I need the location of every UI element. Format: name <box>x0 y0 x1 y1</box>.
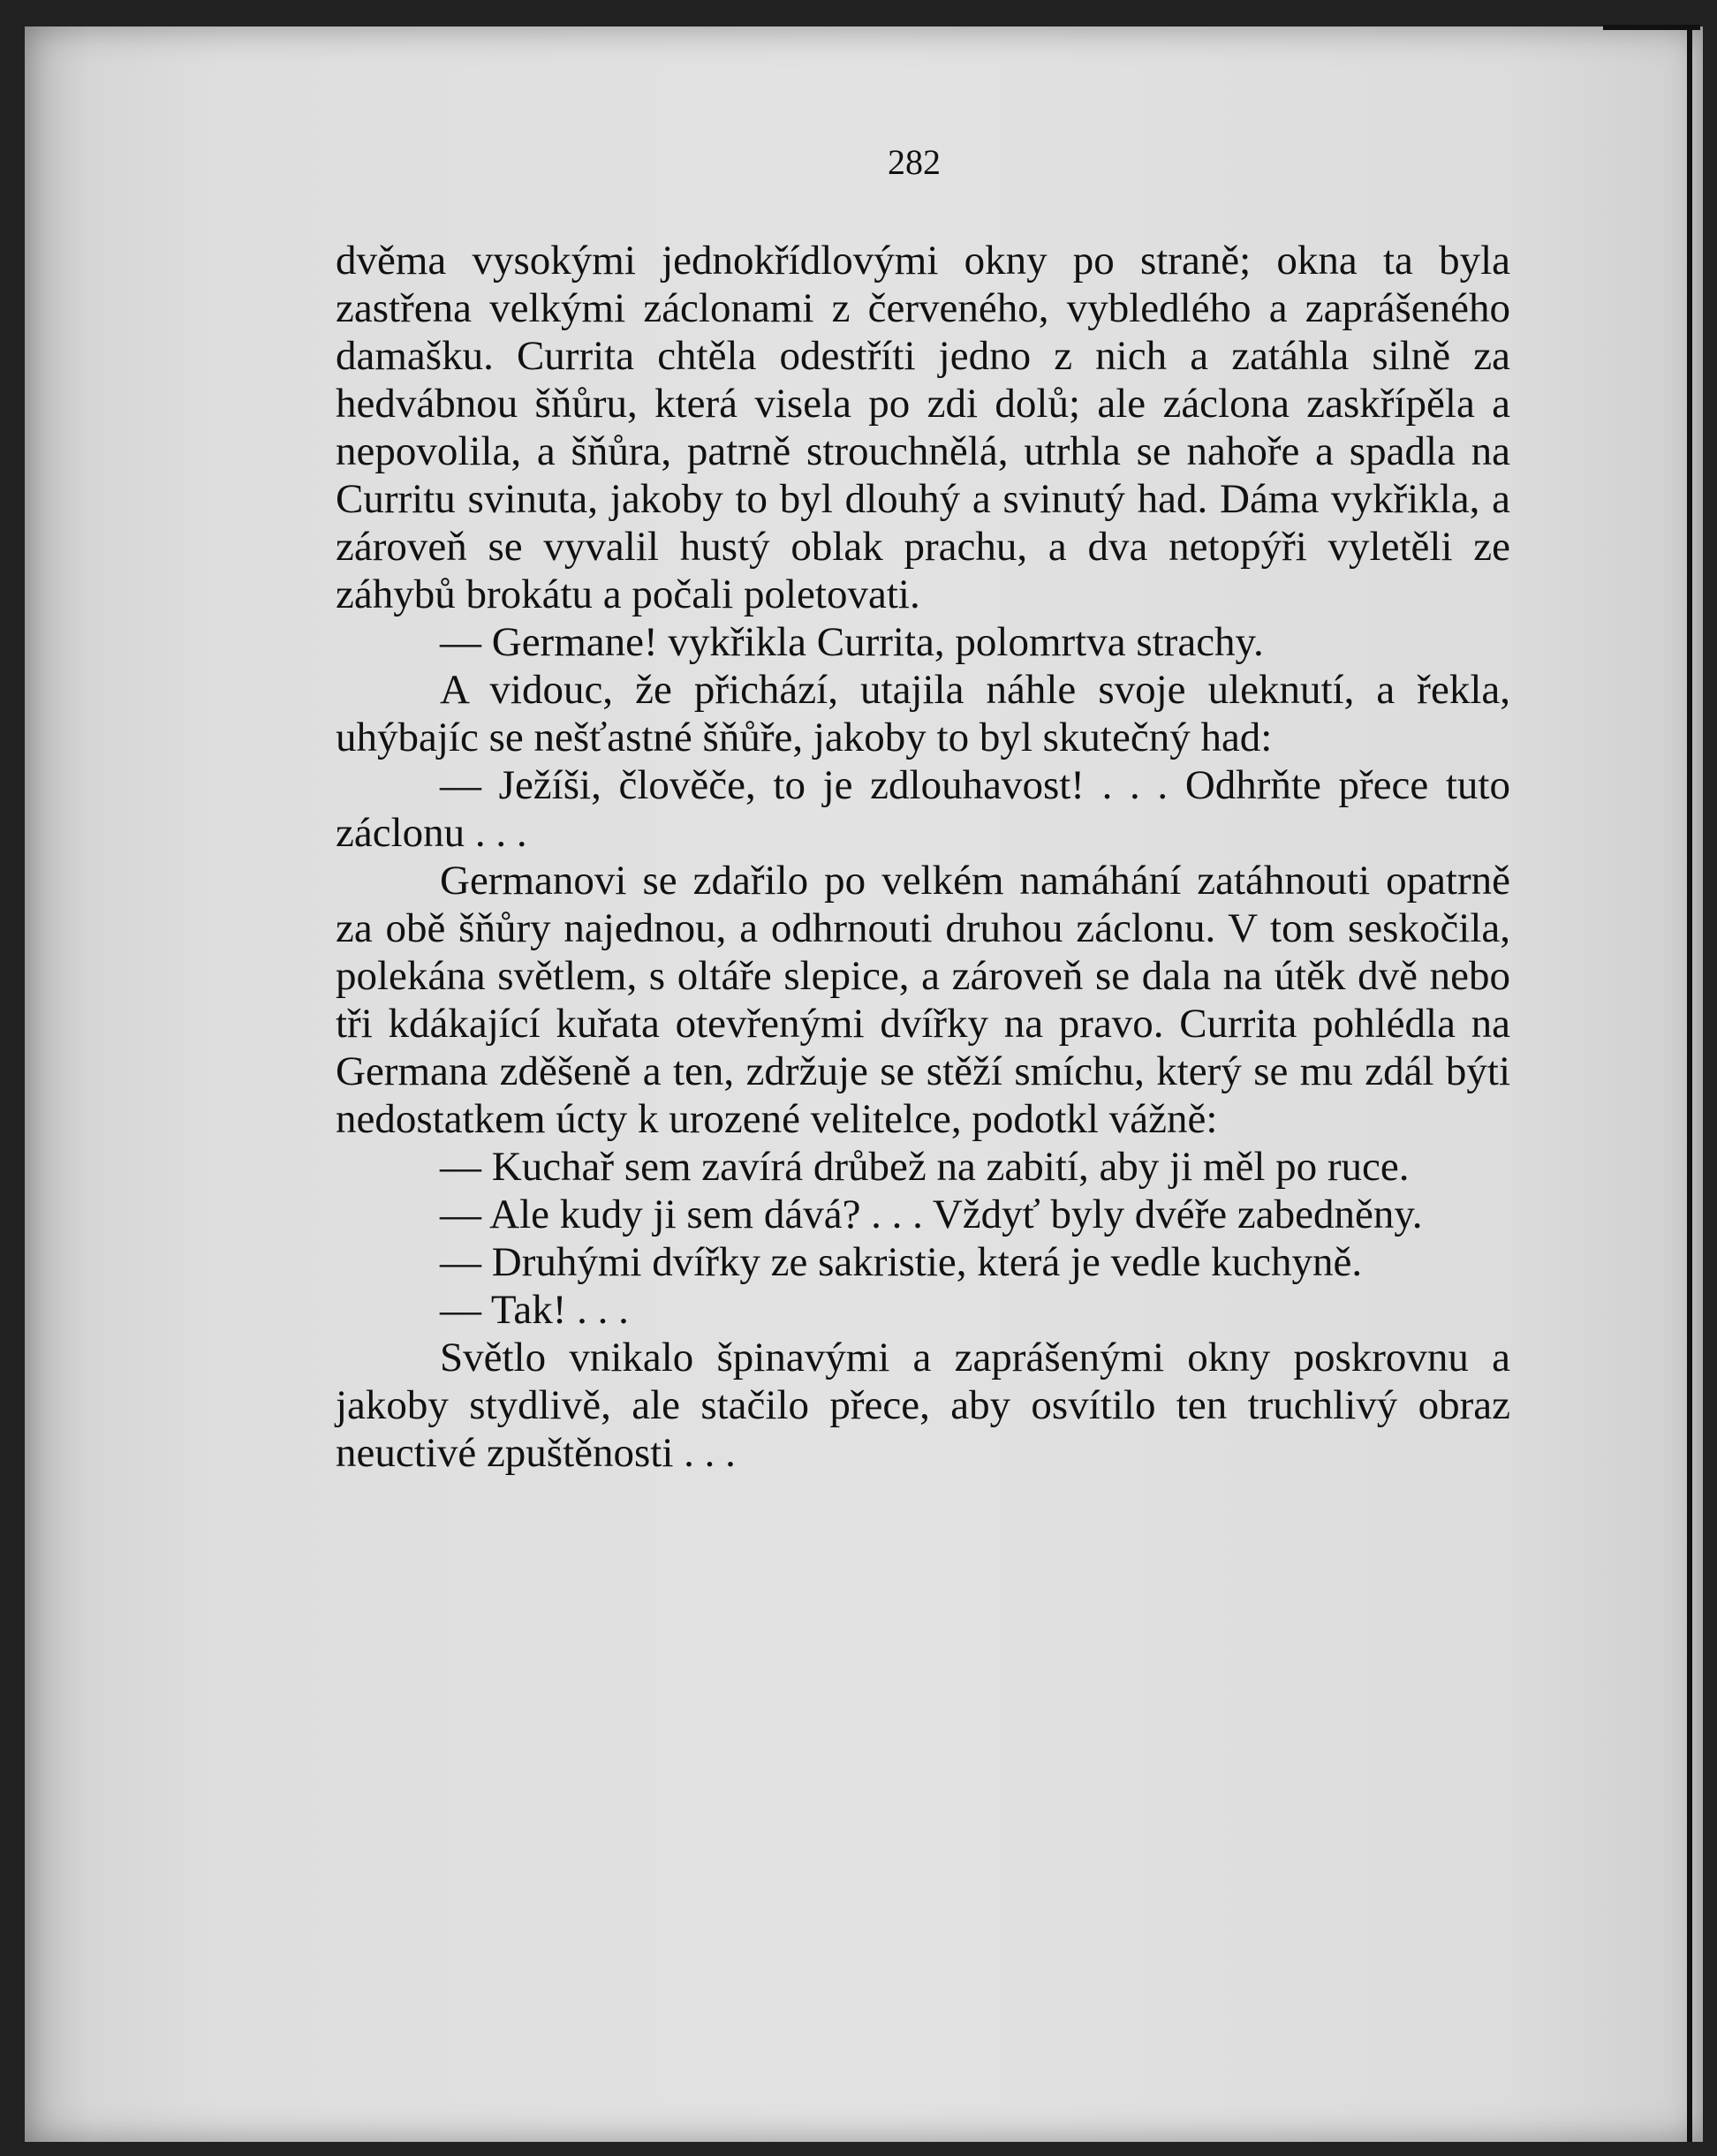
paragraph: — Tak! . . . <box>440 1287 629 1333</box>
page-number: 282 <box>888 142 941 182</box>
paragraph: — Kuchař sem zavírá drůbež na zabití, aby ji měl po ruce. <box>440 1144 1410 1190</box>
paragraph: dvěma vysokými jednokřídlovými okny po straně; okna ta byla zastřena velkými záclonami z červeného, vybledlého a zaprášeného damašku. Currita chtěla odestříti jedno z nich a zatáhla silně za hedvábnou šňůru, která visela po zdi dolů; ale záclona zaskřípěla a nepovolila, a šňůra, patrně strouchnělá, utrhla se nahoře a spadla na Curritu svinuta, jakoby to byl dlouhý a svinutý had. Dáma vykřikla, a zároveň se vyvalil hustý oblak prachu, a dva netopýři vyletěli ze záhybů brokátu a počali poletovati. <box>336 238 1510 617</box>
paragraph: — Ježíši, člověče, to je zdlouhavost! . . . Odhrňte přece tuto záclonu . . . <box>336 762 1510 856</box>
paragraph: Germanovi se zdařilo po velkém namáhání zatáhnouti opatrně za obě šňůry najednou, a odhrnouti druhou záclonu. V tom seskočila, polekána světlem, s oltáře slepice, a zároveň se dala na útěk dvě nebo tři kdákající kuřata otevřenými dvířky na pravo. Currita pohlédla na Germana zděšeně a ten, zdržuje se stěží smíchu, který se mu zdál býti nedostatkem úcty k urozené velitelce, podotkl vážně: <box>336 858 1510 1142</box>
paragraph: — Druhými dvířky ze sakristie, která je vedle kuchyně. <box>440 1239 1363 1285</box>
body-text <box>336 237 1510 1477</box>
paragraph: — Ale kudy ji sem dává? . . . Vždyť byly dvéře zabedněny. <box>440 1191 1423 1237</box>
page-edge-rule <box>1687 26 1692 2142</box>
paragraph: — Germane! vykřikla Currita, polomrtva strachy. <box>440 619 1264 665</box>
page-corner-rule <box>1603 25 1700 30</box>
paragraph: Světlo vnikalo špinavými a zaprášenými okny poskrovnu a jakoby stydlivě, ale stačilo přece, aby osvítilo ten truchlivý obraz neuctivé zpuštěnosti . . . <box>336 1335 1510 1476</box>
paragraph: A vidouc, že přichází, utajila náhle svoje uleknutí, a řekla, uhýbajíc se nešťastné šňůře, jakoby to byl skutečný had: <box>336 667 1510 760</box>
